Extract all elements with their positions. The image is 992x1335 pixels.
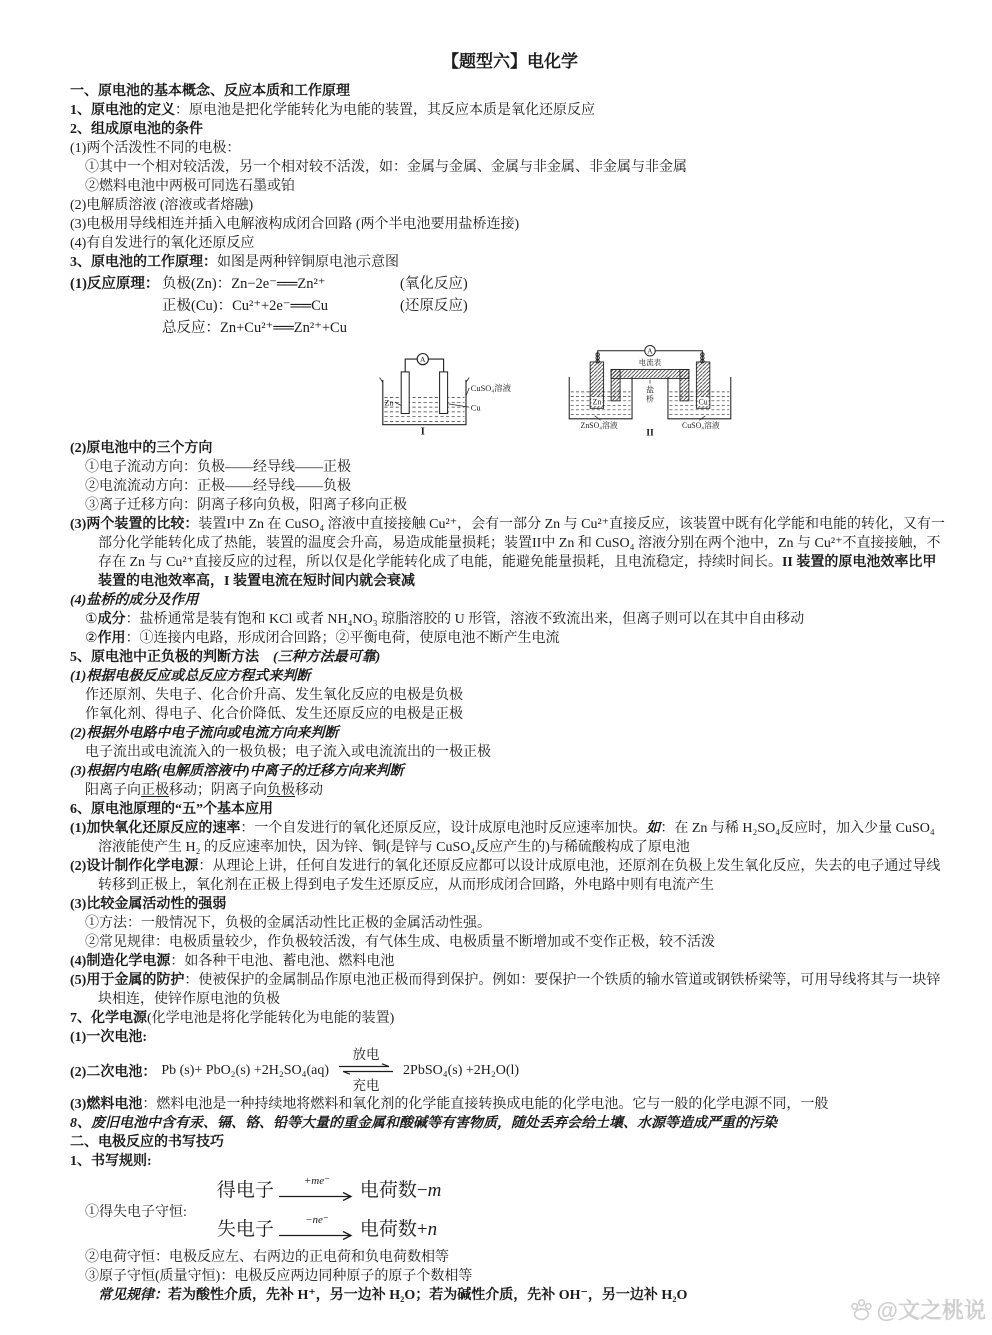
paw-icon — [849, 1297, 874, 1322]
text-line — [85, 743, 950, 762]
text-line — [70, 234, 950, 253]
reaction-equations — [70, 273, 950, 339]
salt-bridge-label-2: 桥 — [646, 394, 654, 404]
equation-text: 正极(Cu)：Cu²⁺+2e⁻══Cu — [162, 298, 328, 314]
text-segment: 如图是两种锌铜原电池示意图 — [217, 255, 399, 270]
text-segment: (2)设计制作化学电源 — [70, 859, 199, 874]
solution-label: CuSO₄溶液 — [470, 384, 512, 394]
text-segment: 作氧化剂、得电子、化合价降低、发生还原反应的电极是正极 — [85, 707, 463, 722]
left-solution-label: ZnSO₄溶液 — [580, 420, 618, 430]
content-bottom — [70, 439, 950, 1305]
text-line — [85, 610, 950, 629]
text-line — [70, 439, 950, 458]
text-segment: ①其中一个相对较活泼，另一个相对较不活泼，如：金属与金属、金属与非金属、非金属与非金属 — [85, 160, 687, 175]
text-segment: ：从理论上讲，任何自发进行的氧化还原反应都可以设计成原电池，还原剂在负极上发生氧化反应，失去的电子通过导线转移到正极上，氧化剂在正极上得到电子发生还原反应，从而形成闭合回路，外电路中则有电流产生 — [98, 859, 941, 893]
text-line — [70, 762, 950, 781]
text-line — [70, 800, 950, 819]
text-segment: 成分 — [97, 612, 126, 627]
text-segment: (2)电解质溶液 (溶液或者熔融) — [70, 198, 254, 213]
text-segment: ：使被保护的金属制品作原电池正极而得到保护。例如：要保护一个铁质的输水管道或钢铁桥梁等，可用导线将其与一块锌块相连，使锌作原电池的负极 — [98, 973, 941, 1007]
text-line — [70, 1114, 950, 1133]
text-segment: 二、电极反应的书写技巧 — [70, 1135, 224, 1150]
liquid-lines — [384, 398, 464, 422]
text-line — [85, 496, 950, 515]
text-segment: 8、废旧电池中含有汞、镉、铬、铅等大量的重金属和酸碱等有害物质，随处丢弃会给土壤、水源等造成严重的污染 — [70, 1116, 777, 1131]
text-line — [85, 1248, 950, 1267]
text-line — [70, 724, 950, 743]
text-segment: (3)燃料电池 — [70, 1097, 143, 1112]
text-line — [70, 819, 950, 857]
formula-rhs — [360, 1181, 441, 1202]
text-segment: ③原子守恒(质量守恒)：电极反应两边同种原子的原子个数相等 — [85, 1269, 473, 1284]
watermark — [849, 1294, 986, 1325]
text-segment: 5、原电池中正负极的判断方法 — [70, 650, 259, 665]
text-segment: 如 — [646, 821, 661, 836]
text-segment: ②常见规律：电极质量较少，作负极较活泼，有气体生成、电极质量不断增加或不变作正极，较不活泼 — [85, 935, 715, 950]
text-segment: (3)根据内电路(电解质溶液中)中离子的迁移方向来判断 — [70, 764, 404, 779]
text-segment: ②电荷守恒：电极反应左、右两边的正电荷和负电荷数相等 — [85, 1250, 449, 1265]
text-segment: ③离子迁移方向：阴离子移向负极，阳离子移向正极 — [85, 498, 407, 513]
text-line — [70, 857, 950, 895]
equation-text: 总反应：Zn+Cu²⁺══Zn²⁺+Cu — [162, 320, 347, 336]
text-segment: 1、书写规则: — [70, 1154, 152, 1169]
text-segment: 2、组成原电池的条件 — [70, 122, 203, 137]
labeled-arrow — [279, 1215, 355, 1245]
text-segment: (1)根据电极反应或总反应方程式来判断 — [70, 669, 311, 684]
diagram-device-1 — [370, 351, 530, 436]
text-line — [85, 177, 950, 196]
text-segment: II 装置的原电池效率比甲装置的电池效率高，I 装置电流在短时间内就会衰减 — [98, 555, 937, 589]
zn-electrode-label: Zn — [592, 397, 602, 407]
text-segment: (2)原电池中的三个方向 — [70, 441, 213, 456]
equation-annotation: (还原反应) — [400, 298, 468, 314]
rule-formula-row — [217, 1176, 441, 1206]
solution-pointers — [595, 416, 706, 420]
text-segment: 常见规律： — [98, 1288, 168, 1303]
text-segment: ：盐桥通常是装有饱和 KCl 或者 NH₄NO₃ 琼脂溶胶的 U 形管，溶液不致流出来，但离子则可以在其中自由移动 — [125, 612, 805, 627]
text-line — [70, 139, 950, 158]
battery-diagrams — [370, 342, 950, 436]
arrow-icon — [279, 1226, 355, 1245]
ammeter-label: A — [420, 354, 426, 364]
text-segment: 电荷数+ — [359, 1218, 428, 1240]
text-line — [70, 1028, 950, 1047]
text-segment: 装置I中 Zn 在 CuSO₄ 溶液中直接接触 Cu²⁺，会有一部分 Zn 与 Cu²⁺直接反应，该装置中既有化学能和电能的转化，又有一部分化学能转化成了热能，装置的温度会升高，易造成能量损耗；装置II中 Zn 和 CuSO₄ 溶液分别在两个池中，Zn 与 Cu²⁺不直接接触，不存在 Zn 与 Cu²⁺直接反应的过程，所以仅是化学能转化成了电能，能避免能量损耗，且电流稳定，持续时间长。 — [98, 517, 946, 570]
text-line — [70, 971, 950, 1009]
text-segment: m — [427, 1179, 442, 1201]
text-segment: ①方法：一般情况下，负极的金属活动性比正极的金属活动性强。 — [85, 916, 491, 931]
battery-reactants: Pb (s)+ PbO₂(s) +2H₂SO₄(aq) — [161, 1063, 330, 1078]
text-segment: ②燃料电池中两极可同选石墨或铂 — [85, 179, 295, 194]
text-segment: 电子流出或电流流入的一极负极；电子流入或电流流出的一极正极 — [85, 745, 491, 760]
text-segment: ① — [85, 612, 98, 627]
text-segment: (三种方法最可靠) — [259, 650, 381, 665]
text-line — [85, 158, 950, 177]
electron-count-label: +me⁻ — [303, 1175, 330, 1187]
equation-annotation: (氧化反应) — [400, 276, 468, 292]
text-segment: (2)根据外电路中电子流向或电流方向来判断 — [70, 726, 339, 741]
text-line — [70, 196, 950, 215]
text-segment: 3、原电池的工作原理： — [70, 255, 217, 270]
text-segment: (3)比较金属活动性的强弱 — [70, 897, 227, 912]
equation-text: 负极(Zn)：Zn−2e⁻══Zn²⁺ — [162, 276, 326, 292]
text-segment: (3)电极用导线相连并插入电解液构成闭合回路 (两个半电池要用盐桥连接) — [70, 217, 520, 232]
text-line — [85, 1267, 950, 1286]
labeled-arrow — [279, 1176, 355, 1206]
text-line — [70, 515, 950, 591]
text-segment: 7、化学电源 — [70, 1011, 147, 1026]
equation-label: (1)反应原理： — [70, 276, 160, 292]
text-segment: ：一个自发进行的氧化还原反应，设计成原电池时反应速率加快。 — [240, 821, 647, 836]
discharge-label: 放电 — [352, 1047, 380, 1063]
text-segment: (4)盐桥的成分及作用 — [70, 593, 199, 608]
text-line — [70, 1133, 950, 1152]
text-line — [70, 215, 950, 234]
equation-row — [70, 317, 950, 339]
zn-electrode-label: Zn — [384, 398, 394, 408]
rule-formula-row — [217, 1215, 441, 1245]
text-segment: (1)一次电池: — [70, 1030, 147, 1045]
text-line — [70, 82, 950, 101]
text-segment: (1)加快氧化还原反应的速率 — [70, 821, 241, 836]
text-line — [85, 933, 950, 952]
rule-formulas — [217, 1176, 441, 1245]
right-solution-label: CuSO₄溶液 — [682, 420, 720, 430]
text-line — [85, 914, 950, 933]
text-segment: 移动；阴离子向 — [169, 783, 267, 798]
text-segment: ②电流流动方向：正极——经导线——负极 — [85, 479, 351, 494]
content-top — [70, 82, 950, 339]
text-segment: 正极 — [141, 783, 169, 798]
device-1-caption: I — [420, 426, 425, 436]
text-segment: 一、原电池的基本概念、反应本质和工作原理 — [70, 84, 350, 99]
text-line — [70, 895, 950, 914]
equation-row — [70, 273, 950, 295]
battery-label: (2)二次电池： — [70, 1065, 157, 1080]
text-segment: 作还原剂、失电子、化合价升高、发生氧化反应的电极是负极 — [85, 688, 463, 703]
text-segment: ：①连接内电路，形成闭合回路；②平衡电荷，使原电池不断产生电流 — [125, 631, 560, 646]
text-line — [85, 686, 950, 705]
text-line — [70, 591, 950, 610]
text-line — [70, 667, 950, 686]
text-segment: 1、原电池的定义 — [70, 103, 175, 118]
cu-electrode-label: Cu — [698, 397, 708, 407]
text-line — [70, 1152, 950, 1171]
text-segment: 负极 — [267, 783, 295, 798]
formula-lhs: 得电子 — [216, 1179, 274, 1201]
text-segment: (3)两个装置的比较： — [70, 517, 199, 532]
text-line — [85, 781, 950, 800]
text-segment: 若为酸性介质，先补 H⁺，另一边补 H₂O；若为碱性介质，先补 OH⁻，另一边补 H₂O — [168, 1288, 688, 1303]
cu-electrode-label: Cu — [470, 403, 481, 413]
electron-count-label: −ne⁻ — [305, 1214, 329, 1226]
salt-bridge-label: 盐 — [646, 385, 654, 395]
text-line — [70, 1009, 950, 1028]
charge-label: 充电 — [352, 1077, 380, 1093]
text-segment: (5)用于金属的防护 — [70, 973, 185, 988]
text-segment: (1)两个活泼性不同的电极： — [70, 141, 241, 156]
text-line — [85, 458, 950, 477]
text-segment: (化学电池是将化学能转化为电能的装置) — [147, 1011, 395, 1026]
text-segment: ：原电池是把化学能转化为电能的装置，其反应本质是氧化还原反应 — [175, 103, 595, 118]
ammeter-text-label: 电流表 — [638, 357, 662, 367]
formula-lhs: 失电子 — [216, 1218, 274, 1240]
watermark-handle: @文之桃说 — [876, 1298, 986, 1323]
text-segment: (4)制造化学电源 — [70, 954, 171, 969]
text-line — [70, 648, 950, 667]
formula-rhs — [360, 1220, 437, 1241]
reversible-reaction-stack — [337, 1048, 395, 1094]
page-title: 【题型六】电化学 — [442, 52, 578, 71]
text-segment: 电荷数− — [359, 1179, 428, 1201]
text-segment: ：燃料电池是一种持续地将燃料和氧化剂的化学能直接转换成电能的化学电池。它与一般的化学电源不同，一般 — [142, 1097, 829, 1112]
text-line — [85, 477, 950, 496]
diagram-device-2 — [560, 344, 740, 436]
text-segment: 作用 — [97, 631, 126, 646]
equation-row — [70, 295, 950, 317]
electron-conservation-rule — [85, 1176, 950, 1245]
text-line — [70, 120, 950, 139]
text-line — [85, 705, 950, 724]
text-segment: (4)有自发进行的氧化还原反应 — [70, 236, 255, 251]
arrow-icon — [279, 1187, 355, 1206]
text-segment: ② — [85, 631, 98, 646]
rule-label: ①得失电子守恒: — [85, 1204, 187, 1220]
battery-products: 2PbSO₄(s) +2H₂O(l) — [403, 1063, 520, 1078]
text-line — [98, 1286, 950, 1305]
text-segment: ：在 Zn 与稀 H₂SO₄反应时，加入少量 CuSO₄ 溶液能使产生 H₂ 的反应速率加快，因为锌、铜(是锌与 CuSO₄反应产生的)与稀硫酸构成了原电池 — [98, 821, 935, 855]
text-segment: n — [427, 1218, 438, 1240]
text-line — [70, 952, 950, 971]
reversible-arrows-icon — [337, 1063, 395, 1079]
text-segment: 移动 — [295, 783, 323, 798]
device-2-caption: II — [646, 427, 654, 436]
secondary-battery-equation — [70, 1047, 950, 1095]
text-segment: 阳离子向 — [85, 783, 141, 798]
text-line — [70, 253, 950, 272]
text-line — [85, 629, 950, 648]
text-segment: ①电子流动方向：负极——经导线——正极 — [85, 460, 351, 475]
text-line — [70, 1095, 950, 1114]
ammeter-label: A — [647, 347, 653, 356]
text-segment: 6、原电池原理的“五”个基本应用 — [70, 802, 273, 817]
text-line — [70, 101, 950, 120]
text-segment: ：如各种干电池、蓄电池、燃料电池 — [170, 954, 395, 969]
